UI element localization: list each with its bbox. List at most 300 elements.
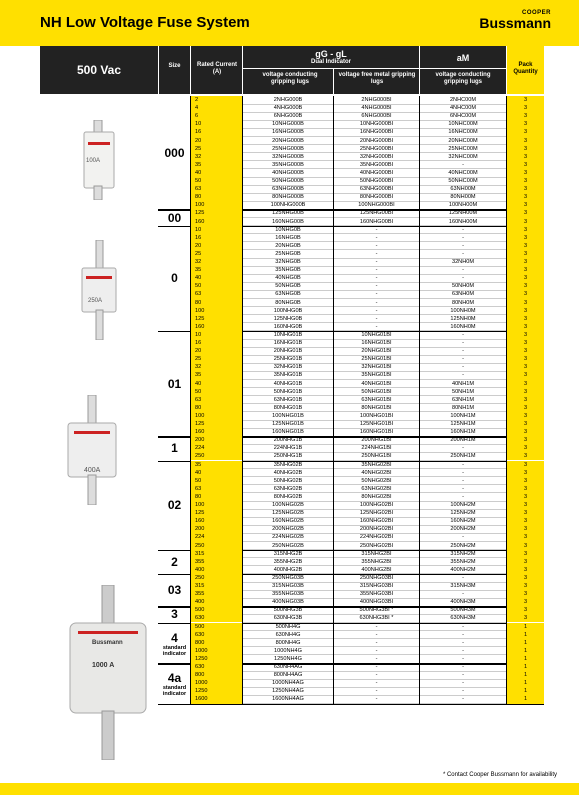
part-gg-conducting: 63NHG01B [273,396,303,403]
rated-current: 224 [195,445,205,452]
rated-current: 4 [195,105,199,112]
rated-current: 35 [195,372,202,379]
size-label: 03 [167,583,182,598]
part-am: - [462,591,464,598]
part-am: 630NH3M [450,615,476,622]
part-am: - [462,461,464,468]
pack-qty: 3 [523,307,528,314]
gg-header: gG - gL [315,49,347,59]
part-am: 40NHC00M [448,169,478,176]
rated-current: 125 [195,421,205,427]
pack-qty: 1 [523,680,528,687]
part-gg-conducting: 50NHG0B [275,283,301,290]
part-gg-free: 50NHG01BI [361,388,392,395]
part-gg-conducting: 32NHG01B [273,364,303,371]
pack-qty: 3 [523,429,528,436]
part-gg-conducting: 125NHG02B [272,510,304,517]
part-am: 100NH0M [450,307,476,314]
pack-qty: 1 [523,655,528,662]
pack-qty: 3 [523,380,528,387]
pack-qty: 3 [523,153,528,160]
size-sublabel: standard indicator [162,644,187,657]
part-gg-conducting: 100NHG0B [273,307,303,314]
fuse-label-100a: 100A [86,158,101,164]
part-gg-conducting: 224NHG1B [273,445,303,452]
pack-qty: 3 [523,283,528,290]
rated-current: 355 [195,558,205,565]
pack-qty: 3 [523,599,528,606]
pack-qty: 3 [523,583,528,589]
pack-qty: 3 [523,202,528,209]
part-gg-free: - [375,664,378,670]
part-gg-conducting: 80NHG02B [273,493,303,500]
rated-current: 63 [195,485,202,492]
pack-qty: 3 [523,461,528,468]
part-gg-conducting: 250NHG03B [272,574,304,581]
part-am: - [462,672,464,679]
part-gg-conducting: 10NHG01B [273,331,303,338]
part-gg-conducting: 1000NH4G [274,647,302,654]
part-gg-free: 160NHG01BI [359,429,394,436]
part-gg-conducting: 125NHG0B [273,315,303,322]
rated-current: 35 [195,267,202,274]
part-gg-free: - [375,250,378,257]
part-gg-conducting: 63NHG000B [272,186,304,193]
part-gg-free: 50NHG000BI [359,178,394,184]
part-gg-free: 355NHG03BI [359,591,394,598]
part-gg-conducting: 100NHG01B [272,412,304,419]
part-gg-free: - [375,639,378,646]
pack-qty: 3 [523,331,528,338]
fuse-image-0 [78,240,122,340]
part-gg-conducting: 500NH4G [275,623,301,630]
part-gg-conducting: 125NHG00B [272,210,304,217]
rated-current: 20 [195,137,202,144]
part-gg-free: - [375,323,378,330]
part-gg-conducting: 400NHG03B [272,599,304,606]
pack-qty: 3 [523,372,528,379]
rated-current: 10 [195,121,202,128]
column-line [419,96,420,704]
part-gg-free: 200NHG02BI [359,526,394,533]
pack-header: Pack Quantity [513,62,538,75]
footnote: * Contact Cooper Bussmann for availability [442,772,557,778]
pack-qty: 3 [523,574,528,581]
size-header: Size [168,63,181,69]
part-gg-conducting: 315NHG03B [272,583,304,589]
pack-qty: 3 [523,364,528,371]
part-am: 63NH0M [451,291,475,298]
rated-current: 125 [195,210,205,217]
rated-current: 100 [195,202,205,209]
part-gg-free: 125NHG00BI [359,210,394,217]
part-gg-free: 125NHG02BI [359,510,394,517]
pack-qty: 1 [523,664,528,670]
part-gg-free: - [375,226,378,233]
part-gg-free: 400NHG03BI [359,599,394,606]
part-gg-free: 100NHG000BI [358,202,395,209]
part-am: 80NH00M [450,194,476,201]
part-am: - [462,331,464,338]
part-gg-free: - [375,688,378,695]
rated-current: 1000 [195,680,208,687]
part-gg-free: 6NHG000BI [361,113,392,120]
part-gg-conducting: 20NHG0B [275,242,301,249]
part-gg-free: 200NHG1BI [361,437,392,444]
size-sublabel: standard indicator [162,685,187,698]
part-am: 25NHC00M [448,145,478,152]
pack-qty: 3 [523,275,528,282]
part-am: 20NHC00M [448,137,478,144]
size-label: 02 [167,498,182,513]
part-am: 2NHC00M [449,97,477,103]
pack-qty: 1 [523,672,528,679]
part-gg-conducting: 630NHG3B [273,615,303,622]
rated-current: 50 [195,477,202,484]
part-gg-conducting: 40NHG01B [273,380,303,387]
brand-logo [479,10,551,30]
rated-current: 250 [195,574,205,581]
pack-qty: 3 [523,299,528,306]
rated-current: 400 [195,566,205,573]
part-gg-conducting: 80NHG01B [273,404,303,411]
fuse-label-400a: 400A [84,467,101,474]
part-gg-conducting: 35NHG02B [273,461,303,468]
hdr-line [243,68,419,69]
pack-qty: 1 [523,696,528,703]
part-am: 100NH00M [448,202,478,209]
part-gg-free: 25NHG01BI [361,356,392,363]
part-am: 125NH00M [448,210,478,217]
part-gg-conducting: 50NHG02B [273,477,303,484]
pack-qty: 3 [523,388,528,395]
rated-current: 40 [195,469,202,476]
part-gg-free: 224NHG02BI [359,534,394,541]
rated-current: 50 [195,178,202,184]
rated-current: 10 [195,226,202,233]
col3-header: voltage conducting gripping lugs [435,72,491,85]
page-title: NH Low Voltage Fuse System [40,14,250,31]
part-gg-conducting: 20NHG000B [272,137,304,144]
part-gg-conducting: 40NHG000B [272,169,304,176]
part-gg-free: - [375,631,378,638]
part-gg-conducting: 35NHG000B [272,161,304,168]
part-gg-free: 63NHG000BI [359,186,394,193]
part-am: 32NHC00M [448,153,478,160]
part-gg-free: 315NHG03BI [359,583,394,589]
part-gg-free: 250NHG03BI [359,574,394,581]
part-am: 315NH3M [450,583,476,589]
part-gg-free: 100NHG01BI [359,412,394,419]
part-gg-conducting: 355NHG03B [272,591,304,598]
part-gg-free: 160NHG00BI [359,218,394,225]
pack-qty: 3 [523,97,528,103]
part-gg-conducting: 16NHG01B [273,340,303,346]
pack-qty: 3 [523,502,528,508]
rated-current: 80 [195,194,202,201]
pack-qty: 3 [523,169,528,176]
fuse-brand-label: Bussmann [92,640,123,646]
part-gg-free: - [375,242,378,249]
size-label: 01 [167,376,182,391]
rated-current: 1600 [195,696,208,703]
part-gg-free: - [375,267,378,274]
part-am: 355NH2M [450,558,476,565]
pack-qty: 3 [523,412,528,419]
part-gg-free: - [375,307,378,314]
pack-qty: 3 [523,421,528,427]
part-am: - [462,631,464,638]
part-am: 100NH1M [450,412,476,419]
part-gg-free: 400NHG2BI [361,566,392,573]
rated-current: 25 [195,145,202,152]
part-gg-free: - [375,259,378,265]
part-am: 125NH0M [450,315,476,322]
pack-qty: 3 [523,105,528,112]
rated-current: 224 [195,534,205,541]
part-gg-conducting: 4NHG000B [273,105,303,112]
rated-current: 800 [195,639,205,646]
pack-qty: 1 [523,623,528,630]
part-gg-free: - [375,647,378,654]
rated-current: 315 [195,583,205,589]
part-am: 500NH3M [450,607,476,614]
part-gg-conducting: 80NHG0B [275,299,301,306]
rated-current: 80 [195,493,202,500]
rated-current: 50 [195,283,202,290]
pack-qty: 3 [523,161,528,168]
part-am: 50NH1M [451,388,475,395]
voltage-label: 500 Vac [76,63,122,77]
part-gg-conducting: 10NHG000B [272,121,304,128]
part-am: - [462,477,464,484]
rated-current: 32 [195,259,202,265]
rated-current: 40 [195,380,202,387]
part-gg-free: 40NHG02BI [361,469,392,476]
rated-current: 100 [195,307,205,314]
hdr-vline [333,68,334,94]
part-gg-free: 16NHG000BI [359,129,394,136]
pack-qty: 3 [523,469,528,476]
group-separator [158,704,544,706]
rated-current: 16 [195,129,202,136]
part-gg-free: 160NHG02BI [359,518,394,525]
pack-qty: 3 [523,186,528,193]
pack-qty: 1 [523,639,528,646]
rated-current: 400 [195,599,205,606]
part-gg-free: 500NHG3BI * [359,607,394,614]
part-gg-free: 32NHG000BI [359,153,394,160]
part-gg-free: 35NHG01BI [361,372,392,379]
rated-header: Rated Current (A) [196,62,237,75]
part-gg-conducting: 25NHG01B [273,356,303,363]
part-gg-free: - [375,623,378,630]
part-am: 250NH2M [450,542,476,549]
rated-current: 500 [195,607,205,614]
part-gg-free: 63NHG01BI [361,396,392,403]
part-gg-conducting: 16NHG0B [275,234,301,241]
pack-qty: 3 [523,234,528,241]
part-gg-conducting: 1250NH4AG [272,688,304,695]
rated-current: 100 [195,412,205,419]
part-am: - [462,242,464,249]
part-gg-free: 32NHG01BI [361,364,392,371]
rated-current: 40 [195,275,202,282]
part-gg-free: - [375,291,378,298]
part-gg-free: 10NHG000BI [359,121,394,128]
pack-qty: 3 [523,121,528,128]
part-gg-free: 16NHG01BI [361,340,392,346]
rated-current: 160 [195,323,205,330]
part-gg-conducting: 200NHG1B [273,437,303,444]
part-gg-free: 630NHG3BI * [359,615,394,622]
part-gg-conducting: 20NHG01B [273,348,303,355]
part-gg-conducting: 10NHG0B [275,226,301,233]
part-am: 400NH3M [450,599,476,606]
pack-qty: 1 [523,647,528,654]
part-am: 200NH1M [450,437,476,444]
rated-current: 63 [195,186,202,193]
part-gg-free: - [375,680,378,687]
pack-qty: 3 [523,510,528,517]
part-gg-conducting: 100NHG000B [270,202,306,209]
part-gg-free: 80NHG000BI [359,194,394,201]
part-am: 63NH1M [451,396,475,403]
rated-current: 16 [195,340,202,346]
fuse-image-01 [64,395,120,505]
pack-qty: 3 [523,477,528,484]
part-am: - [462,623,464,630]
hdr-line-am [420,68,506,69]
rated-current: 35 [195,161,202,168]
pack-qty: 3 [523,218,528,225]
pack-qty: 3 [523,178,528,184]
pack-qty: 3 [523,250,528,257]
part-am: 200NH2M [450,526,476,533]
part-am: - [462,364,464,371]
part-am: 50NHC00M [448,178,478,184]
pack-qty: 3 [523,550,528,557]
part-gg-free: - [375,696,378,703]
column-line [506,96,507,704]
part-gg-free: 20NHG000BI [359,137,394,144]
part-am: - [462,680,464,687]
part-gg-conducting: 100NHG02B [272,502,304,508]
part-gg-conducting: 160NHG0B [273,323,303,330]
pack-qty: 3 [523,291,528,298]
part-am: 160NH00M [448,218,478,225]
part-am: - [462,348,464,355]
part-gg-conducting: 1000NH4AG [272,680,304,687]
part-am: - [462,534,464,541]
col1-header: voltage conducting gripping lugs [262,72,318,85]
rated-current: 500 [195,623,205,630]
part-am: - [462,655,464,662]
part-gg-free: 125NHG01BI [359,421,394,427]
pack-qty: 3 [523,591,528,598]
rated-current: 1250 [195,688,208,695]
part-gg-free: - [375,234,378,241]
rated-current: 63 [195,396,202,403]
part-am: 80NH1M [451,404,475,411]
rated-current: 125 [195,510,205,517]
part-gg-free: - [375,299,378,306]
pack-qty: 3 [523,404,528,411]
rated-current: 160 [195,429,205,436]
part-gg-conducting: 630NH4G [275,631,301,638]
part-gg-free: - [375,315,378,322]
rated-current: 630 [195,664,205,670]
part-gg-free: 35NHG02BI [361,461,392,468]
part-am: - [462,469,464,476]
column-line [333,96,334,704]
pack-qty: 3 [523,437,528,444]
part-am: 100NH2M [450,502,476,508]
rated-current: 630 [195,615,205,622]
part-am: - [462,485,464,492]
pack-qty: 3 [523,315,528,322]
dual-indicator: Dual Indicator [310,59,351,65]
header-size-cell [159,46,190,94]
part-am: - [462,340,464,346]
rated-current: 2 [195,97,199,103]
part-am: 160NH2M [450,518,476,525]
part-am: - [462,161,464,168]
rated-current: 10 [195,331,202,338]
part-gg-free: 250NHG1BI [361,453,392,460]
part-am: 160NH0M [450,323,476,330]
rated-current: 25 [195,356,202,363]
part-gg-free: 35NHG000BI [359,161,394,168]
column-line [242,96,243,704]
part-am: 125NH1M [450,421,476,427]
part-gg-conducting: 32NHG000B [272,153,304,160]
part-gg-conducting: 40NHG0B [275,275,301,282]
pack-qty: 3 [523,267,528,274]
pack-qty: 3 [523,259,528,265]
part-am: - [462,493,464,500]
rated-current: 20 [195,348,202,355]
part-gg-free: 25NHG000BI [359,145,394,152]
part-gg-conducting: 400NHG2B [273,566,303,573]
rated-current: 32 [195,153,202,160]
part-am: 4NHC00M [449,105,477,112]
part-gg-free: 4NHG000BI [361,105,392,112]
part-gg-free: 10NHG01BI [361,331,392,338]
part-gg-conducting: 1250NH4G [274,655,302,662]
part-gg-free: 63NHG02BI [361,485,392,492]
part-gg-conducting: 6NHG000B [273,113,303,120]
part-am: 10NHC00M [448,121,478,128]
part-am: - [462,639,464,646]
size-label: 00 [167,210,182,225]
rated-current: 35 [195,461,202,468]
pack-qty: 3 [523,453,528,460]
part-am: 50NH0M [451,283,475,290]
part-gg-conducting: 32NHG0B [275,259,301,265]
pack-qty: 3 [523,323,528,330]
part-gg-conducting: 50NHG01B [273,388,303,395]
pack-qty: 3 [523,348,528,355]
part-am: 80NH0M [451,299,475,306]
part-gg-conducting: 250NHG02B [272,542,304,549]
rated-current: 1250 [195,655,208,662]
part-gg-free: 250NHG02BI [359,542,394,549]
size-label: 1 [171,441,178,456]
rated-current: 80 [195,404,202,411]
pack-qty: 3 [523,210,528,217]
am-header: aM [456,53,470,63]
